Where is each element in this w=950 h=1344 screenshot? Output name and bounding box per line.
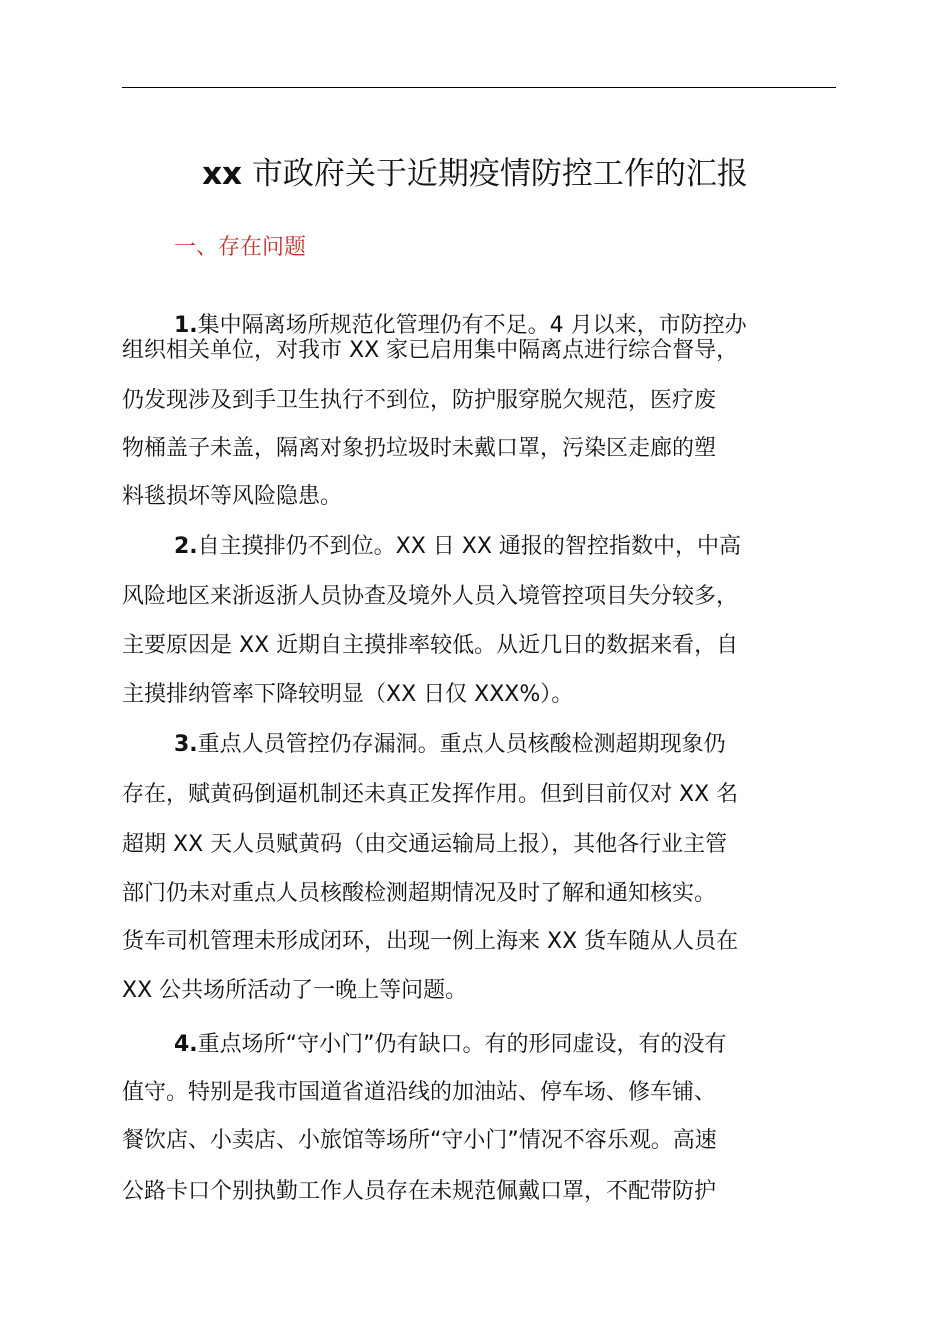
paragraph-1-line-2: 组织相关单位，对我市 XX 家已启用集中隔离点进行综合督导， bbox=[122, 338, 739, 363]
paragraph-4-text-1: 重点场所“守小门”仍有缺口。有的形同虚设，有的没有 bbox=[197, 1032, 727, 1057]
paragraph-2-line-4: 主摸排纳管率下降较明显（XX 日仅 XXX%）。 bbox=[122, 682, 574, 707]
paragraph-3-text-1: 重点人员管控仍存漏洞。重点人员核酸检测超期现象仍 bbox=[197, 732, 726, 757]
paragraph-2-number: 2. bbox=[174, 534, 198, 559]
paragraph-4-line-3: 餐饮店、小卖店、小旅馆等场所“守小门”情况不容乐观。高速 bbox=[122, 1128, 717, 1153]
paragraph-3-line-5: 货车司机管理未形成闭环，出现一例上海来 XX 货车随从人员在 bbox=[122, 929, 739, 954]
paragraph-1-line-5: 料毯损坏等风险隐患。 bbox=[122, 484, 343, 509]
paragraph-1-text-1: 集中隔离场所规范化管理仍有不足。4 月以来，市防控办 bbox=[197, 313, 747, 338]
title-text: 市政府关于近期疫情防控工作的汇报 bbox=[251, 156, 748, 192]
paragraph-3-line-6: XX 公共场所活动了一晚上等问题。 bbox=[122, 978, 468, 1003]
paragraph-3-line-2: 存在，赋黄码倒逼机制还未真正发挥作用。但到目前仅对 XX 名 bbox=[122, 782, 739, 807]
paragraph-2-text-1: 自主摸排仍不到位。XX 日 XX 通报的智控指数中，中高 bbox=[197, 534, 741, 559]
paragraph-2-line-1 bbox=[174, 527, 741, 567]
section-heading: 一、存在问题 bbox=[174, 235, 307, 260]
paragraph-2-line-2: 风险地区来浙返浙人员协查及境外人员入境管控项目失分较多， bbox=[122, 584, 739, 609]
paragraph-3-number: 3. bbox=[174, 732, 198, 757]
paragraph-3-line-4: 部门仍未对重点人员核酸检测超期情况及时了解和通知核实。 bbox=[122, 881, 717, 906]
paragraph-1-number: 1. bbox=[174, 313, 198, 338]
header-rule bbox=[122, 87, 836, 88]
title-prefix: xx bbox=[202, 156, 243, 192]
paragraph-1-line-3: 仍发现涉及到手卫生执行不到位，防护服穿脱欠规范，医疗废 bbox=[122, 388, 717, 413]
paragraph-4-line-4: 公路卡口个别执勤工作人员存在未规范佩戴口罩，不配带防护 bbox=[122, 1179, 717, 1204]
paragraph-3-line-3: 超期 XX 天人员赋黄码（由交通运输局上报），其他各行业主管 bbox=[122, 832, 728, 857]
paragraph-4-line-1 bbox=[174, 1025, 726, 1065]
paragraph-3-line-1 bbox=[174, 725, 726, 765]
paragraph-2-line-3: 主要原因是 XX 近期自主摸排率较低。从近几日的数据来看，自 bbox=[122, 633, 739, 658]
paragraph-4-number: 4. bbox=[174, 1032, 198, 1057]
paragraph-1-line-4: 物桶盖子未盖，隔离对象扔垃圾时未戴口罩，污染区走廊的塑 bbox=[122, 436, 717, 461]
paragraph-4-line-2: 值守。特别是我市国道省道沿线的加油站、停车场、修车铺、 bbox=[122, 1080, 717, 1105]
document-title bbox=[0, 148, 950, 200]
